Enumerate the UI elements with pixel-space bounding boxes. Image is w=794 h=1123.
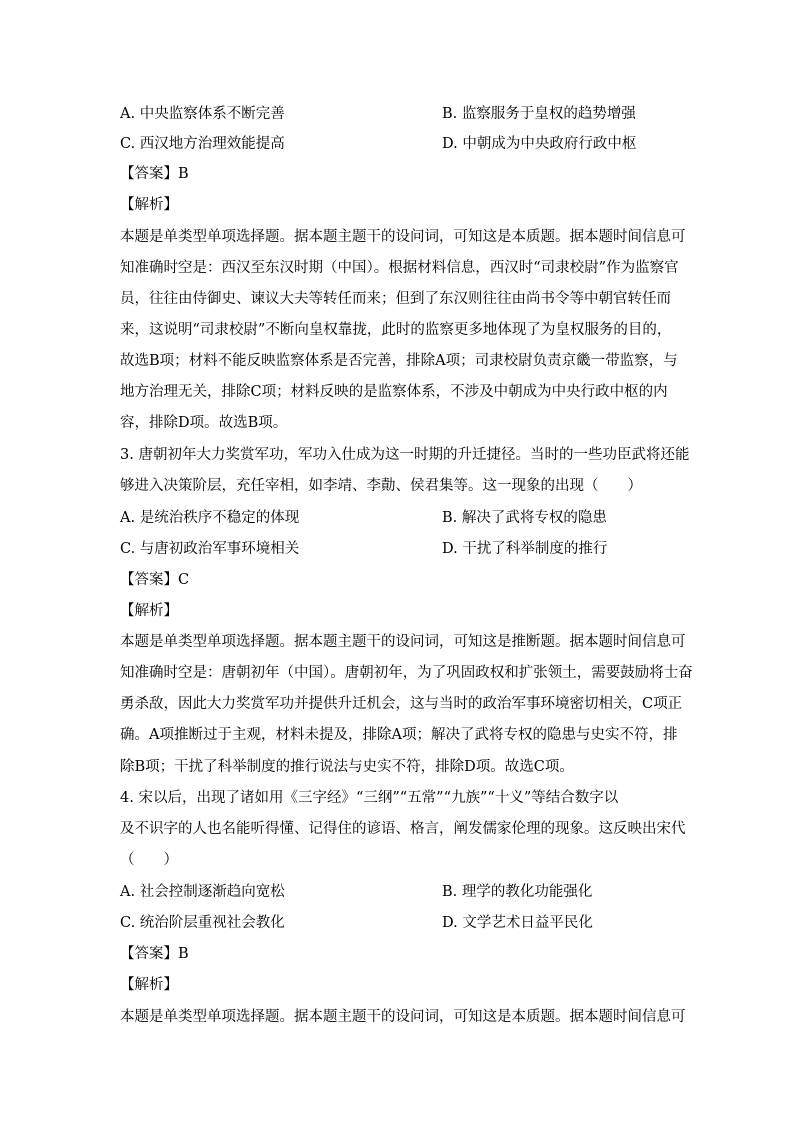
q3-analysis-line: 除B项；干扰了科举制度的推行说法与史实不符，排除D项。故选C项。 [120,759,574,775]
q3-stem-line: 够进入决策阶层，充任宰相，如李靖、李勣、侯君集等。这一现象的出现（ ） [120,478,642,494]
q2-analysis-line: 来，这说明“司隶校尉”不断向皇权靠拢，此时的监察更多地体现了为皇权服务的目的， [120,322,672,338]
q4-analysis-line: 本题是单类型单项选择题。据本题主题干的设问词，可知这是本质题。据本题时间信息可 [120,1009,686,1025]
q2-analysis-line: 本题是单类型单项选择题。据本题主题干的设问词，可知这是本质题。据本题时间信息可 [120,229,686,245]
q3-option-c: C. 与唐初政治军事环境相关 [120,541,300,557]
q4-option-a: A. 社会控制逐渐趋向宽松 [120,884,285,900]
q3-analysis-line: 本题是单类型单项选择题。据本题主题干的设问词，可知这是推断题。据本题时间信息可 [120,634,686,650]
q2-analysis-label: 【解析】 [120,197,178,213]
q4-answer: 【答案】B [120,946,189,962]
q2-analysis-line: 员，往往由侍御史、谏议大夫等转任而来；但到了东汉则往往由尚书令等中朝官转任而 [120,291,671,307]
q2-option-a: A. 中央监察体系不断完善 [120,106,285,122]
q3-analysis-line: 知准确时空是：唐朝初年（中国）。唐朝初年，为了巩固政权和扩张领土，需要鼓励将士奋 [120,665,693,681]
q4-stem-line: （ ） [120,852,178,868]
q2-option-b: B. 监察服务于皇权的趋势增强 [442,106,636,122]
q2-analysis-line: 容，排除D项。故选B项。 [120,415,288,431]
q2-option-d: D. 中朝成为中央政府行政中枢 [442,136,637,152]
q4-stem-line: 4. 宋以后，出现了诸如用《三字经》“三纲”“五常”“九族”“十义”等结合数字以 [120,790,619,806]
q3-stem-line: 3. 唐朝初年大力奖赏军功，军功入仕成为这一时期的升迁捷径。当时的一些功臣武将还能 [120,447,690,463]
q4-stem-line: 及不识字的人也名能听得懂、记得住的谚语、格言，阐发儒家伦理的现象。这反映出宋代 [120,821,686,837]
q2-analysis-line: 知准确时空是：西汉至东汉时期（中国）。根据材料信息，西汉时“司隶校尉”作为监察官 [120,260,679,276]
q2-answer: 【答案】B [120,166,189,182]
q3-option-b: B. 解决了武将专权的隐患 [442,510,607,526]
q3-analysis-line: 勇杀敌，因此大力奖赏军功并提供升迁机会，这与当时的政治军事环境密切相关，C项正 [120,696,683,712]
q2-analysis-line: 故选B项；材料不能反映监察体系是否完善，排除A项；司隶校尉负责京畿一带监察，与 [120,353,678,369]
q4-option-d: D. 文学艺术日益平民化 [442,915,593,931]
q3-analysis-line: 确。A项推断过于主观，材料未提及，排除A项；解决了武将专权的隐患与史实不符，排 [120,727,678,743]
q3-analysis-label: 【解析】 [120,603,178,619]
q2-analysis-line: 地方治理无关，排除C项；材料反映的是监察体系，不涉及中朝成为中央行政中枢的内 [120,384,668,400]
q2-option-c: C. 西汉地方治理效能提高 [120,136,285,152]
q3-option-d: D. 干扰了科举制度的推行 [442,541,608,557]
q3-option-a: A. 是统治秩序不稳定的体现 [120,510,300,526]
q3-answer: 【答案】C [120,572,190,588]
q4-option-b: B. 理学的教化功能强化 [442,884,593,900]
q4-analysis-label: 【解析】 [120,977,178,993]
q4-option-c: C. 统治阶层重视社会教化 [120,915,285,931]
